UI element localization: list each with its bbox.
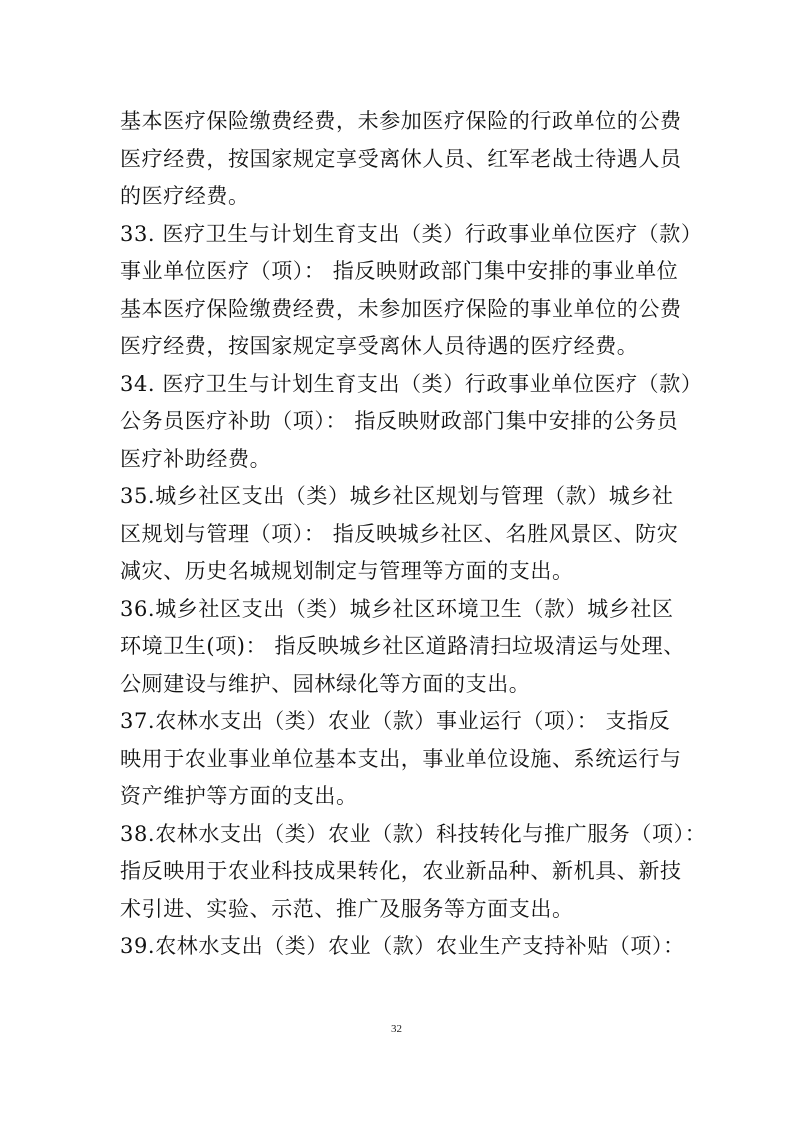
text-line: 事业单位医疗（项）： 指反映财政部门集中安排的事业单位: [120, 259, 679, 283]
item-39-heading: 39.农林水支出（类）农业（款）农业生产支持补贴（项）：: [120, 934, 685, 958]
text-line: 医疗经费，按国家规定享受离休人员待遇的医疗经费。: [120, 334, 639, 358]
item-38-heading: 38.农林水支出（类）农业（款）科技转化与推广服务（项）：: [120, 821, 707, 846]
text-line: 公务员医疗补助（项）： 指反映财政部门集中安排的公务员: [120, 409, 679, 433]
text-line: 公厕建设与维护、园林绿化等方面的支出。: [120, 671, 531, 696]
text-line: 映用于农业事业单位基本支出，事业单位设施、系统运行与: [120, 746, 682, 771]
text-line: 减灾、历史名城规划制定与管理等方面的支出。: [120, 559, 574, 583]
text-line: 医疗经费，按国家规定享受离休人员、红军老战士待遇人员: [120, 146, 682, 171]
body-text: [120, 103, 707, 966]
item-35-heading: 35.城乡社区支出（类）城乡社区规划与管理（款）城乡社: [120, 484, 674, 508]
item-34-heading: 34. 医疗卫生与计划生育支出（类）行政事业单位医疗（款）: [120, 371, 703, 396]
item-36-heading: 36.城乡社区支出（类）城乡社区环境卫生（款）城乡社区: [120, 596, 674, 621]
text-line: 基本医疗保险缴费经费，未参加医疗保险的行政单位的公费: [120, 109, 682, 133]
text-line: 的医疗经费。: [120, 184, 250, 208]
text-line: 术引进、实验、示范、推广及服务等方面支出。: [120, 896, 574, 921]
item-37-heading: 37.农林水支出（类）农业（款）事业运行（项）： 支指反: [120, 709, 671, 733]
page-number: 32: [391, 1023, 402, 1035]
item-33-heading: 33. 医疗卫生与计划生育支出（类）行政事业单位医疗（款）: [120, 221, 703, 246]
text-line: 区规划与管理（项）： 指反映城乡社区、名胜风景区、防灾: [120, 521, 679, 546]
text-line: 环境卫生(项)： 指反映城乡社区道路清扫垃圾清运与处理、: [120, 634, 685, 658]
text-line: 基本医疗保险缴费经费，未参加医疗保险的事业单位的公费: [120, 296, 682, 321]
text-line: 医疗补助经费。: [120, 446, 272, 471]
text-line: 指反映用于农业科技成果转化，农业新品种、新机具、新技: [120, 859, 682, 883]
text-line: 资产维护等方面的支出。: [120, 784, 358, 808]
